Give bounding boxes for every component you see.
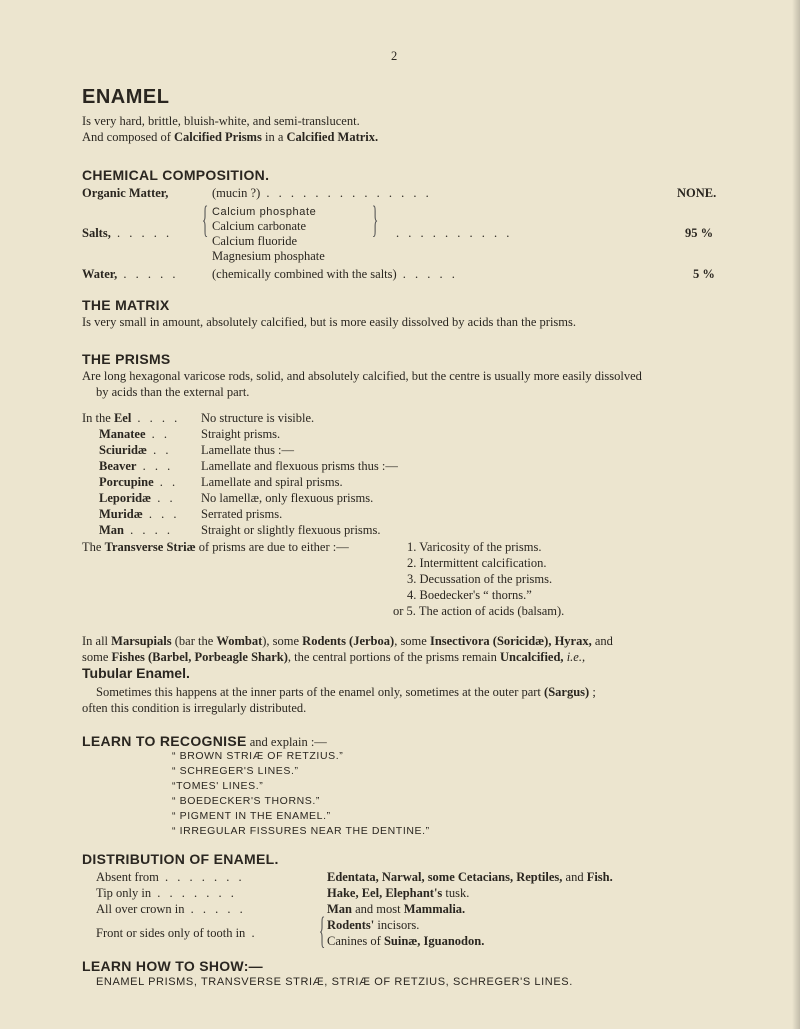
dist-front-label-text: Front or sides only of tooth in [96, 926, 246, 940]
striae-num: 3. [407, 572, 417, 586]
prism-row-desc: Straight prisms. [201, 427, 281, 441]
prism-row-animal: Muridæ [99, 507, 143, 521]
m-text: In all [82, 634, 112, 648]
prisms-text-2: by acids than the external part. [96, 385, 250, 399]
dist-label-text: All over crown in [96, 902, 185, 916]
striae-text: Decussation of the prisms. [419, 572, 553, 586]
water-label-text: Water, [82, 267, 118, 281]
salts-value: 95 % [685, 226, 714, 240]
dist-text: and [562, 870, 587, 884]
striae-rest: of prisms are due to either :— [195, 540, 349, 554]
m-bold: Insectivora (Soricidæ), Hyrax, [429, 634, 592, 648]
intro-bold-matrix: Calcified Matrix. [286, 130, 379, 144]
water-desc-text: (chemically combined with the salts) [212, 267, 397, 281]
m-text: Sometimes this happens at the inner parts of the enamel only, sometimes at the outer part [96, 685, 545, 699]
prism-row-desc: Serrated prisms. [201, 507, 283, 521]
prism-row: Beaver . . . Lamellate and flexuous prisms thus :— [99, 459, 398, 473]
prism-row: Manatee . . Straight prisms. [99, 427, 281, 441]
tubular-enamel: Tubular Enamel. [82, 665, 190, 681]
dist-text: Canines of [327, 934, 384, 948]
striae-num: 4. [407, 588, 417, 602]
prisms-heading: THE PRISMS [82, 351, 171, 367]
m-bold: Wombat [216, 634, 263, 648]
intro-text: And composed of [82, 130, 174, 144]
prism-row-animal: Manatee [99, 427, 146, 441]
dist-bold: Mammalia. [403, 902, 466, 916]
striae-item-4 [393, 603, 564, 619]
striae-item-3 [407, 587, 532, 603]
salts-left-brace: { [201, 199, 209, 241]
prism-row: Leporidæ . . No lamellæ, only flexuous prisms. [99, 491, 374, 505]
prism-row-desc: Straight or slightly flexuous prisms. [201, 523, 381, 537]
prism-row-desc: Lamellate thus :— [201, 443, 295, 457]
recognise-item: “ IRREGULAR FISSURES NEAR THE DENTINE.” [172, 825, 430, 837]
striae-text: Boedecker's “ thorns.” [419, 588, 532, 602]
chemical-heading: CHEMICAL COMPOSITION. [82, 167, 270, 183]
prism-row-animal: Eel [113, 411, 132, 425]
striae-prefix: The [82, 540, 105, 554]
salts-right-brace: } [371, 199, 379, 241]
water-desc: (chemically combined with the salts) . . . . . [212, 267, 458, 281]
dist-bold: Man [327, 902, 352, 916]
m-bold: Rodents (Jerboa) [302, 634, 395, 648]
intro-text-mid: in a [261, 130, 287, 144]
m-text: and [591, 634, 613, 648]
prism-row-desc: No structure is visible. [201, 411, 315, 425]
show-heading: LEARN HOW TO SHOW:— [82, 958, 263, 974]
dist-value [327, 869, 613, 885]
dist-bold: Hake, Eel, Elephant's [327, 886, 443, 900]
dist-label: Absent from . . . . . . . [96, 870, 245, 884]
dist-front-2 [327, 933, 484, 949]
striae-item-2 [407, 571, 552, 587]
dist-front-label: Front or sides only of tooth in . [96, 926, 258, 940]
salt-item-2: Calcium fluoride [212, 234, 298, 248]
prism-row: In the Eel . . . . No structure is visible. [82, 411, 315, 425]
prism-row-animal: Man [99, 523, 124, 537]
page-edge-shadow [792, 0, 800, 1029]
m-bold: Fishes (Barbel, Porbeagle Shark) [111, 650, 288, 664]
dist-value [327, 901, 465, 917]
water-label: Water, . . . . . [82, 267, 179, 281]
dist-bold: Edentata, Narwal, some Cetacians, Reptiles, [327, 870, 563, 884]
organic-desc-text: (mucin ?) [212, 186, 261, 200]
dist-bold: Rodents' [327, 918, 375, 932]
striae-text: Intermittent calcification. [419, 556, 547, 570]
show-text: ENAMEL PRISMS, TRANSVERSE STRIÆ, STRIÆ OF RETZIUS, SCHREGER'S LINES. [96, 976, 573, 988]
intro-bold-prisms: Calcified Prisms [174, 130, 262, 144]
matrix-heading: THE MATRIX [82, 297, 170, 313]
salt-item-1: Calcium carbonate [212, 219, 307, 233]
dist-text: tusk. [442, 886, 470, 900]
marsupials-line-1 [82, 633, 792, 649]
m-italic: i.e., [563, 650, 586, 664]
dist-label-text: Tip only in [96, 886, 152, 900]
organic-desc: (mucin ?) . . . . . . . . . . . . . . [212, 186, 432, 200]
prism-row-animal: Sciuridæ [99, 443, 147, 457]
dist-label: All over crown in . . . . . [96, 902, 246, 916]
salt-item-0-text: Calcium phosphate [212, 206, 317, 218]
marsupials-line-4 [96, 684, 796, 700]
prisms-text-1: Are long hexagonal varicose rods, solid, and absolutely calcified, but the centre is usually more easily dissolved [82, 369, 642, 383]
dist-label-text: Absent from [96, 870, 159, 884]
marsupials-line-2 [82, 649, 792, 665]
dist-text: and most [352, 902, 404, 916]
m-text: , the central portions of the prisms remain [287, 650, 501, 664]
water-value: 5 % [693, 267, 715, 281]
marsupials-line-5: often this condition is irregularly distributed. [82, 701, 307, 715]
prism-row-prefix: In the [82, 411, 114, 425]
recognise-item: “TOMES' LINES.” [172, 780, 264, 792]
matrix-text: Is very small in amount, absolutely calcified, but is more easily dissolved by acids than the prisms. [82, 315, 577, 329]
striae-item-0 [407, 539, 542, 555]
prism-row-animal: Porcupine [99, 475, 154, 489]
striae-num: 2. [407, 556, 417, 570]
organic-label: Organic Matter, [82, 186, 169, 200]
m-bold: Marsupials [111, 634, 172, 648]
m-bold: (Sargus) [544, 685, 590, 699]
dist-front-1 [327, 917, 419, 933]
m-text: some [82, 650, 112, 664]
dist-bold: Suinæ, Iguanodon. [383, 934, 485, 948]
dist-text: incisors. [374, 918, 420, 932]
dist-value [327, 885, 469, 901]
m-text: ), some [262, 634, 303, 648]
prism-row: Sciuridæ . . Lamellate thus :— [99, 443, 295, 457]
page-title: ENAMEL [82, 86, 170, 108]
salts-label: Salts, . . . . . [82, 226, 173, 240]
prism-row: Muridæ . . . Serrated prisms. [99, 507, 283, 521]
prism-row-animal: Leporidæ [99, 491, 152, 505]
recognise-item: “ SCHREGER'S LINES.” [172, 765, 299, 777]
recognise-item: “ BOEDECKER'S THORNS.” [172, 795, 321, 807]
prism-row-desc: Lamellate and flexuous prisms thus :— [201, 459, 398, 473]
prisms-table [82, 410, 782, 538]
m-text: , some [394, 634, 430, 648]
salts-dots: . . . . . . . . . . [396, 226, 513, 240]
salts-label-text: Salts, [82, 226, 111, 240]
striae-bold: Transverse Striæ [104, 540, 196, 554]
distribution-heading: DISTRIBUTION OF ENAMEL. [82, 851, 279, 867]
prism-row-animal: Beaver [99, 459, 137, 473]
striae-text: Varicosity of the prisms. [419, 540, 542, 554]
dist-label: Tip only in . . . . . . . [96, 886, 237, 900]
recognise-heading-text: LEARN TO RECOGNISE [82, 733, 247, 749]
striae-item-1 [407, 555, 547, 571]
recognise-suffix: and explain :— [246, 735, 327, 749]
organic-value: NONE. [677, 186, 717, 200]
striae-text: The action of acids (balsam). [418, 604, 565, 618]
m-bold: Uncalcified, [500, 650, 564, 664]
prism-row: Porcupine . . Lamellate and spiral prisms. [99, 475, 343, 489]
m-text: (bar the [171, 634, 217, 648]
prism-row-desc: No lamellæ, only flexuous prisms. [201, 491, 374, 505]
prism-row: Man . . . . Straight or slightly flexuous prisms. [99, 523, 381, 537]
intro-line-2 [82, 129, 732, 145]
recognise-item: “ BROWN STRIÆ OF RETZIUS.” [172, 750, 344, 762]
salt-item-3: Magnesium phosphate [212, 249, 325, 263]
m-text: ; [589, 685, 596, 699]
intro-line-1: Is very hard, brittle, bluish-white, and semi-translucent. [82, 114, 360, 128]
page-number: 2 [391, 49, 398, 63]
striae-num: or 5. [393, 604, 416, 618]
front-brace: { [318, 910, 326, 952]
dist-bold: Fish. [586, 870, 613, 884]
striae-num: 1. [407, 540, 417, 554]
recognise-item: “ PIGMENT IN THE ENAMEL.” [172, 810, 331, 822]
recognise-heading [82, 733, 327, 751]
prism-row-desc: Lamellate and spiral prisms. [201, 475, 343, 489]
